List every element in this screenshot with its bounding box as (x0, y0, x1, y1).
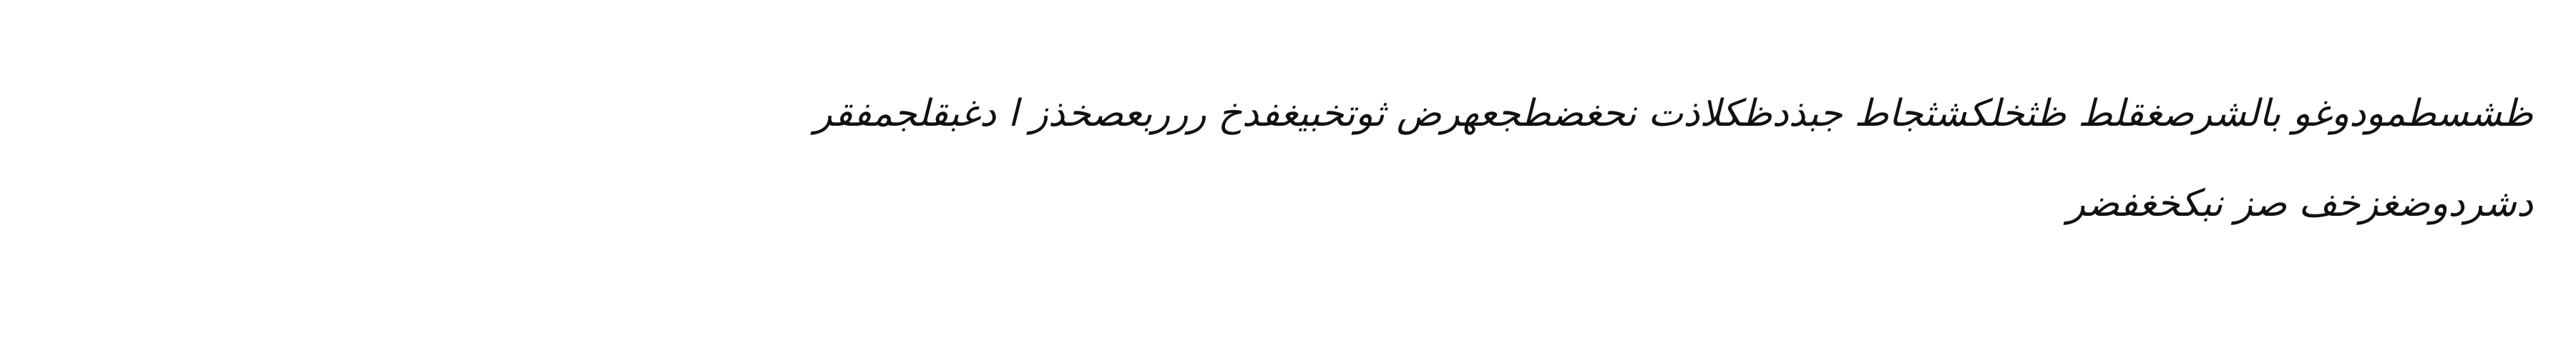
text-line-2: دشردوضغزخف صز نبكخغفضر (2067, 182, 2533, 225)
text-line-1: ظشسطمودوغو بالشرصغقلط ظثخلكشثجاط جبذدظكلاذت نحغضطجعهرض ثوتخبيغفدخ ررربعصخذز ا دغبقلجمفقر (814, 92, 2533, 135)
arabic-script-text-block (172, 69, 2533, 249)
